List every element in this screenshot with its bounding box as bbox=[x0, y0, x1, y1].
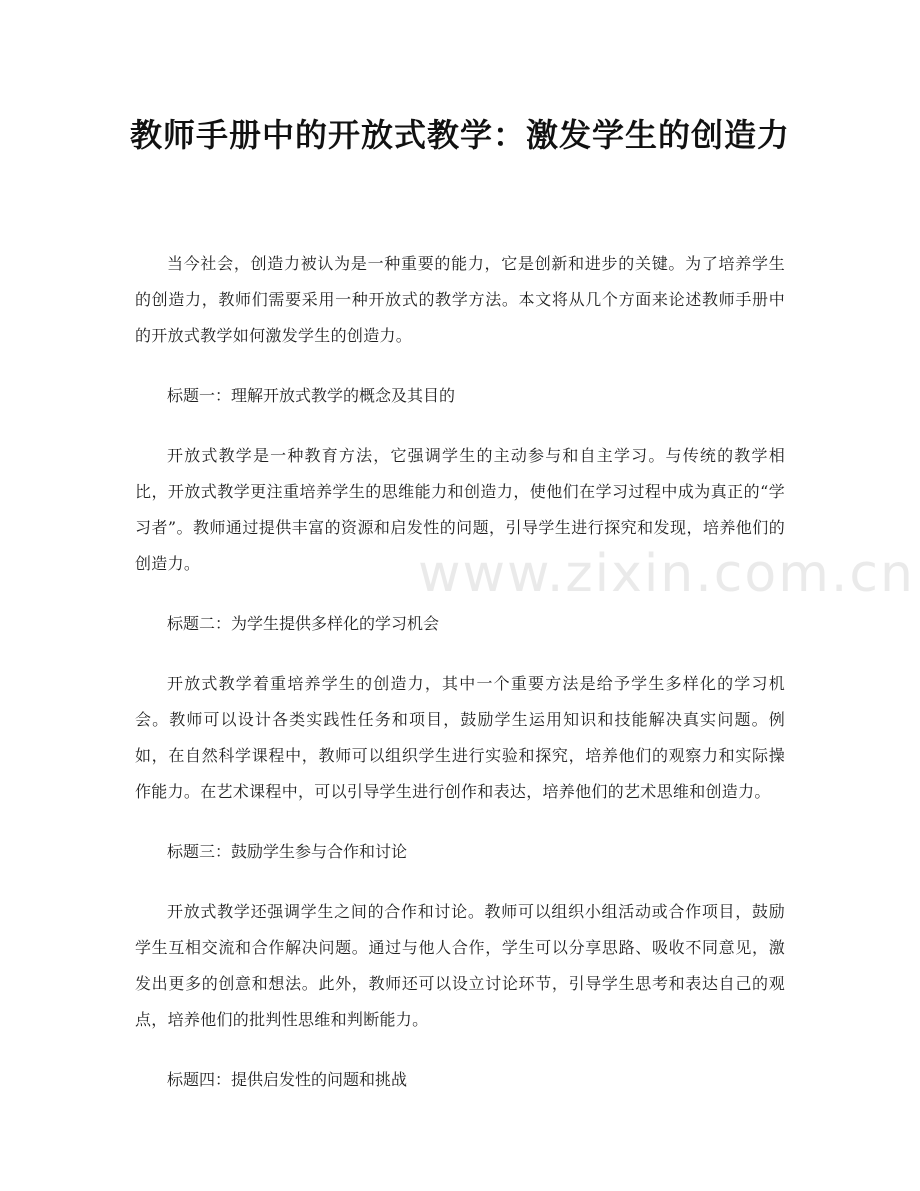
section-paragraph-2: 开放式教学着重培养学生的创造力，其中一个重要方法是给予学生多样化的学习机会。教师可以设计各类实践性任务和项目，鼓励学生运用知识和技能解决真实问题。例如，在自然科学课程中，教师可以组织学生进行实验和探究，培养他们的观察力和实际操作能力。在艺术课程中，可以引导学生进行创作和表达，培养他们的艺术思维和创造力。 bbox=[135, 674, 785, 801]
document-title: 教师手册中的开放式教学：激发学生的创造力 bbox=[130, 116, 791, 154]
document-body bbox=[135, 246, 785, 1122]
intro-paragraph: 当今社会，创造力被认为是一种重要的能力，它是创新和进步的关键。为了培养学生的创造力，教师们需要采用一种开放式的教学方法。本文将从几个方面来论述教师手册中的开放式教学如何激发学生的创造力。 bbox=[135, 254, 785, 345]
section-paragraph-3: 开放式教学还强调学生之间的合作和讨论。教师可以组织小组活动或合作项目，鼓励学生互相交流和合作解决问题。通过与他人合作，学生可以分享思路、吸收不同意见，激发出更多的创意和想法。此外，教师还可以设立讨论环节，引导学生思考和表达自己的观点，培养他们的批判性思维和判断能力。 bbox=[135, 902, 785, 1029]
section-heading-1: 标题一：理解开放式教学的概念及其目的 bbox=[167, 386, 456, 405]
section-heading-3: 标题三：鼓励学生参与合作和讨论 bbox=[167, 842, 408, 861]
watermark: www.zixin.com.cn bbox=[418, 544, 915, 604]
section-paragraph-1: 开放式教学是一种教育方法，它强调学生的主动参与和自主学习。与传统的教学相比，开放式教学更注重培养学生的思维能力和创造力，使他们在学习过程中成为真正的“学习者”。教师通过提供丰富的资源和启发性的问题，引导学生进行探究和发现，培养他们的创造力。 bbox=[135, 446, 785, 573]
section-heading-4: 标题四：提供启发性的问题和挑战 bbox=[167, 1070, 408, 1089]
section-heading-2: 标题二：为学生提供多样化的学习机会 bbox=[167, 614, 440, 633]
